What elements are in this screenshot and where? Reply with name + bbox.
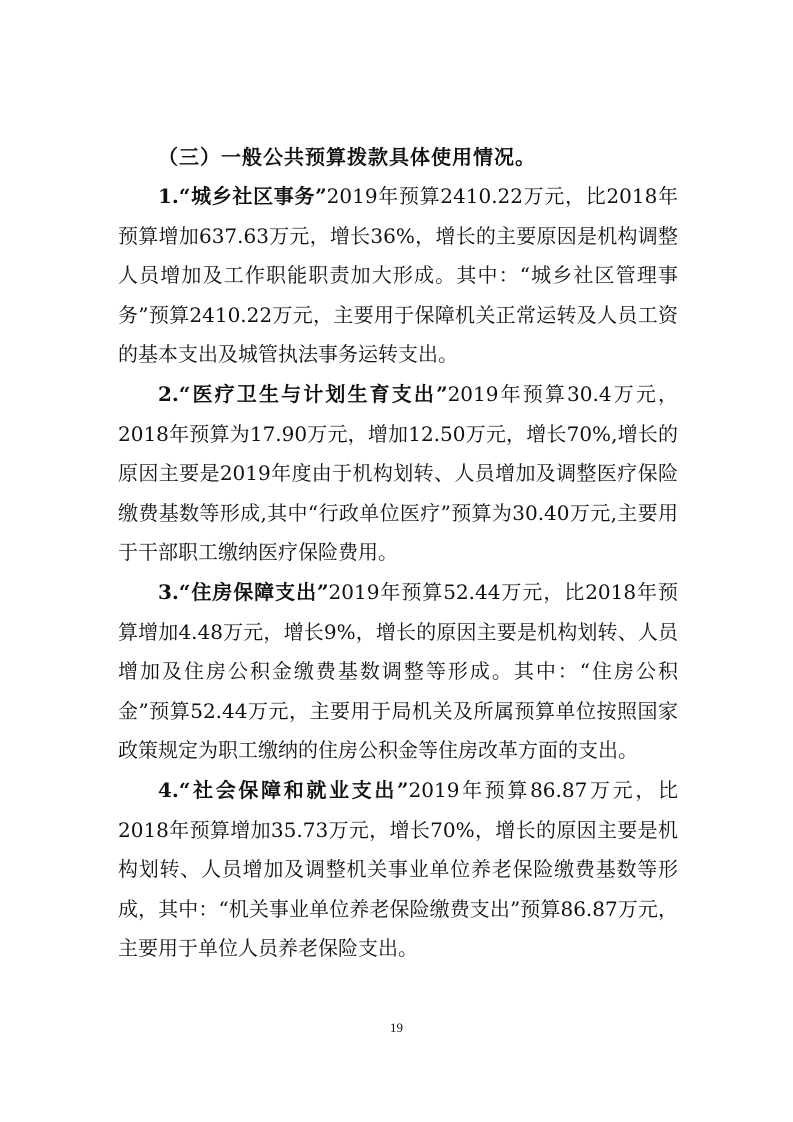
paragraph-body: 2019年预算52.44万元，比2018年预算增加4.48万元，增长9%，增长的原因主要是机构划转、人员增加及住房公积金缴费基数调整等形成。其中：“住房公积金”预算52.44万元，主要用于局机关及所属预算单位按照国家政策规定为职工缴纳的住房公积金等住房改革方面的支出。 bbox=[118, 579, 679, 763]
page-number: 19 bbox=[390, 1020, 403, 1035]
paragraph-title: 3.“住房保障支出” bbox=[158, 579, 329, 604]
paragraph-body: 2019年预算30.4万元，2018年预算为17.90万元，增加12.50万元，增长70%,增长的原因主要是2019年度由于机构划转、人员增加及调整医疗保险缴费基数等形成,其中“行政单位医疗”预算为30.40万元,主要用于干部职工缴纳医疗保险费用。 bbox=[118, 381, 678, 565]
paragraph-body: 2019年预算2410.22万元，比2018年预算增加637.63万元，增长36%，增长的主要原因是机构调整人员增加及工作职能职责加大形成。其中：“城乡社区管理事务”预算2410.22万元，主要用于保障机关正常运转及人员工资的基本支出及城管执法事务运转支出。 bbox=[118, 184, 678, 367]
paragraph-urban-rural-affairs bbox=[118, 177, 678, 375]
paragraph-title: 1.“城乡社区事务” bbox=[158, 184, 327, 208]
paragraph-body: 2019年预算86.87万元，比2018年预算增加35.73万元，增长70%，增长的原因主要是机构划转、人员增加及调整机关事业单位养老保险缴费基数等形成，其中：“机关事业单位养老保险缴费支出”预算86.87万元，主要用于单位人员养老保险支出。 bbox=[118, 777, 678, 961]
paragraph-housing-security bbox=[118, 573, 678, 771]
paragraph-title: 2.“医疗卫生与计划生育支出” bbox=[158, 381, 448, 406]
paragraph-social-security-employment bbox=[118, 771, 678, 969]
paragraph-title: 4.“社会保障和就业支出” bbox=[158, 777, 409, 802]
section-heading: （三）一般公共预算拨款具体使用情况。 bbox=[158, 145, 536, 169]
document-page bbox=[118, 138, 678, 969]
paragraph-health-family-planning bbox=[118, 375, 678, 573]
